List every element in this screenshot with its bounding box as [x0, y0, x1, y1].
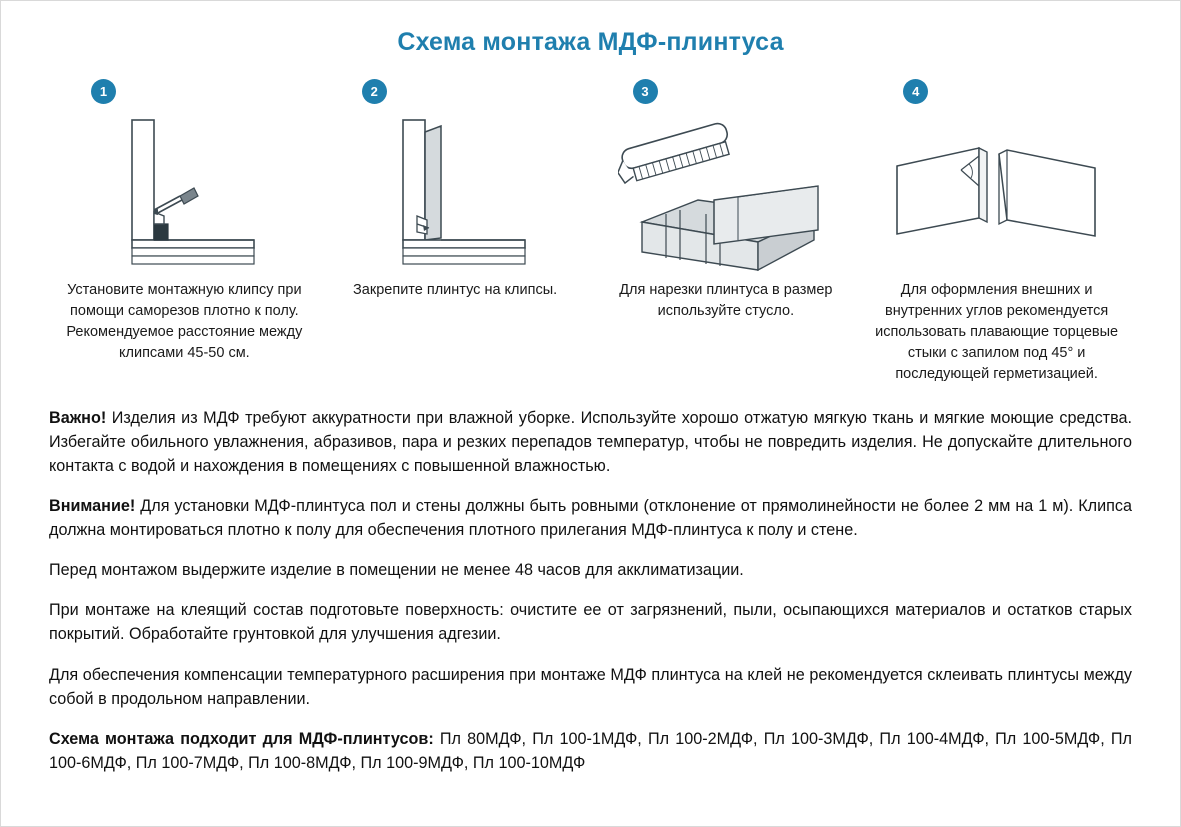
step-4-caption: Для оформления внешних и внутренних углов рекомендуется использовать плавающие торцевые стыки с запилом под 45° и последующей герметизацией. [875, 282, 1119, 383]
step-2-badge-row [320, 79, 591, 109]
note-paragraph-6 [49, 728, 1132, 776]
corner-joint-45-icon [889, 112, 1104, 272]
note-lead-6: Схема монтажа подходит для МДФ-плинтусов: [49, 729, 434, 748]
note-paragraph-3 [49, 559, 1132, 583]
step-3 [591, 79, 862, 385]
note-paragraph-2 [49, 495, 1132, 543]
step-1-badge-row [49, 79, 320, 109]
step-3-illustration [591, 109, 862, 274]
skirting-on-clips-icon [355, 112, 555, 272]
note-text-2: Для установки МДФ-плинтуса пол и стены должны быть ровными (отклонение от прямолинейности не более 2 мм на 1 м). Клипса должна монтироваться плотно к полу для обеспечения плотного прилегания МДФ-плинтуса к полу и стене. [49, 497, 1132, 540]
step-2-caption: Закрепите плинтус на клипсы. [353, 282, 558, 298]
page-title: Схема монтажа МДФ-плинтуса [397, 28, 784, 56]
note-paragraph-5 [49, 664, 1132, 712]
note-text-6: Пл 80МДФ, Пл 100-1МДФ, Пл 100-2МДФ, Пл 100-3МДФ, Пл 100-4МДФ, Пл 100-5МДФ, Пл 100-6МДФ, Пл 100-7МДФ, Пл 100-8МДФ, Пл 100-9МДФ, Пл 100-10МДФ [49, 729, 1132, 772]
step-2-illustration [320, 109, 591, 274]
step-4-illustration [861, 109, 1132, 274]
note-text-5: Для обеспечения компенсации температурного расширения при монтаже МДФ плинтуса на клей не рекомендуется склеивать плинтусы между собой в продольном направлении. [49, 665, 1132, 708]
step-3-badge-row [591, 79, 862, 109]
note-paragraph-4 [49, 599, 1132, 647]
wall-floor-clip-screw-icon [84, 112, 284, 272]
step-1-caption: Установите монтажную клипсу при помощи саморезов плотно к полу. Рекомендуемое расстояние между клипсами 45-50 см. [66, 282, 303, 362]
step-2 [320, 79, 591, 385]
note-paragraph-1 [49, 407, 1132, 479]
hacksaw-miter-box-icon [618, 112, 833, 272]
steps-row [1, 79, 1180, 385]
notes-section [1, 407, 1180, 776]
step-4 [861, 79, 1132, 385]
note-lead-1: Важно! [49, 409, 107, 428]
step-number-badge: 1 [91, 79, 116, 104]
note-lead-2: Внимание! [49, 497, 136, 516]
note-text-1: Изделия из МДФ требуют аккуратности при влажной уборке. Используйте хорошо отжатую мягкую ткань и мягкие моющие средства. Избегайте обильного увлажнения, абразивов, пара и резких перепадов температур, чтобы не повредить изделия. Не допускайте длительного контакта с водой и нахождения в помещениях с повышенной влажностью. [49, 409, 1132, 476]
note-text-3: Перед монтажом выдержите изделие в помещении не менее 48 часов для акклиматизации. [49, 561, 744, 580]
note-text-4: При монтаже на клеящий состав подготовьте поверхность: очистите ее от загрязнений, пыли, осыпающихся материалов и остатков старых покрытий. Обработайте грунтовкой для улучшения адгезии. [49, 601, 1132, 644]
step-1-illustration [49, 109, 320, 274]
step-number-badge: 4 [903, 79, 928, 104]
step-1 [49, 79, 320, 385]
step-3-caption: Для нарезки плинтуса в размер используйте стусло. [619, 282, 833, 320]
step-4-badge-row [861, 79, 1132, 109]
step-number-badge: 3 [633, 79, 658, 104]
step-number-badge: 2 [362, 79, 387, 104]
